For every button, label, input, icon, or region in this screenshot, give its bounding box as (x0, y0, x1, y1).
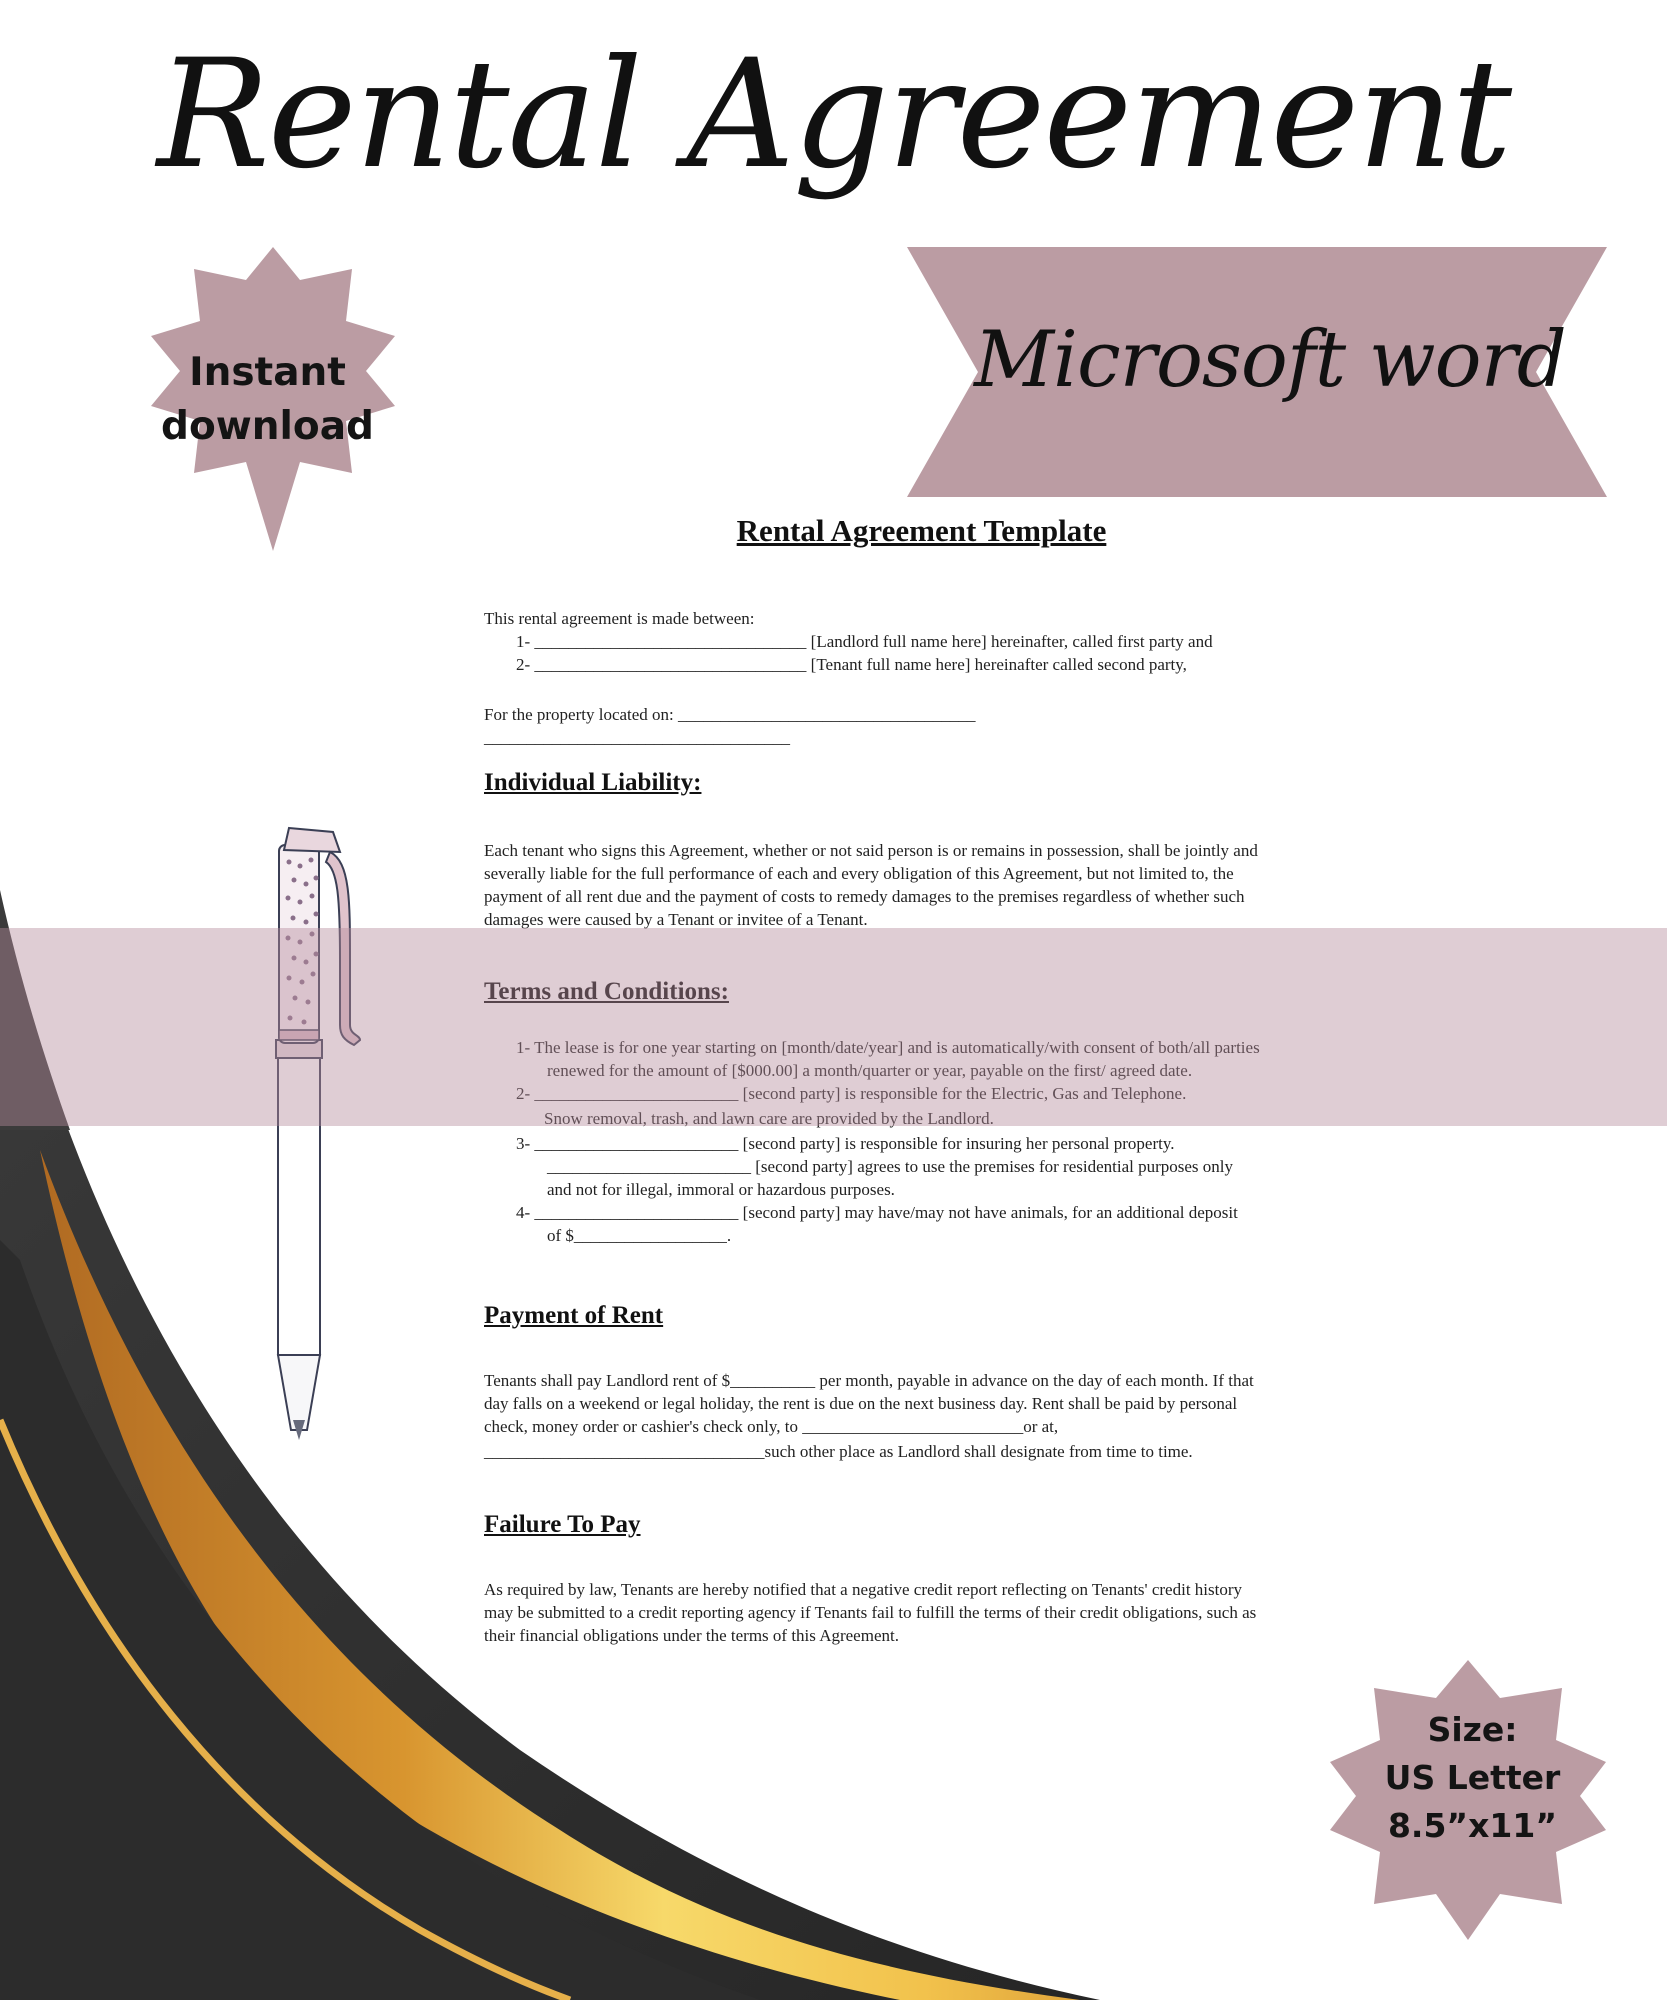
term3-line3: and not for illegal, immoral or hazardous purposes. (547, 1180, 895, 1199)
property-block (484, 703, 1359, 749)
document-title: Rental Agreement Template (736, 513, 1107, 548)
liability-paragraph (484, 839, 1359, 931)
term4-line2: of $__________________. (547, 1226, 732, 1245)
badge-instant-download (135, 346, 400, 454)
liability-line2: severally liable for the full performance of each and every obligation of this Agreement, but not limited to, the (484, 864, 1234, 883)
party1-line: 1- ________________________________ [Landlord full name here] hereinafter, called first party and (516, 632, 1213, 651)
term4-line1: 4- ________________________ [second party] may have/may not have animals, for an additional deposit (516, 1203, 1238, 1222)
parties-block (484, 607, 1359, 676)
failure-line2: may be submitted to a credit reporting agency if Tenants fail to fulfill the terms of their credit obligations, such as (484, 1603, 1257, 1622)
payment-line3: check, money order or cashier's check only, to __________________________or at, (484, 1417, 1059, 1436)
pen-illustration (276, 828, 360, 1440)
term1-line1: 1- The lease is for one year starting on [month/date/year] and is automatically/with consent of both/all parties (516, 1038, 1260, 1057)
failure-heading: Failure To Pay (484, 1511, 641, 1538)
badge-size (1330, 1706, 1615, 1850)
failure-paragraph (484, 1578, 1359, 1647)
badge-size-line2: US Letter (1384, 1758, 1561, 1797)
term3-line2: ________________________ [second party] agrees to use the premises for residential purposes only (547, 1157, 1233, 1176)
property-line2: ____________________________________ (484, 728, 790, 747)
badge-instant-line1: Instant (189, 350, 346, 395)
term1-line2: renewed for the amount of [$000.00] a month/quarter or year, payable on the first/ agreed date. (547, 1061, 1193, 1080)
highlight-band (0, 928, 1667, 1126)
property-line1: For the property located on: ___________________________________ (484, 705, 976, 724)
payment-line1: Tenants shall pay Landlord rent of $__________ per month, payable in advance on the day of each month. If that (484, 1371, 1254, 1390)
payment-heading: Payment of Rent (484, 1302, 664, 1329)
term2-line2: Snow removal, trash, and lawn care are provided by the Landlord. (544, 1109, 994, 1128)
party2-line: 2- ________________________________ [Tenant full name here] hereinafter called second party, (516, 655, 1187, 674)
failure-line1: As required by law, Tenants are hereby notified that a negative credit report reflecting on Tenants' credit history (484, 1580, 1243, 1599)
payment-line4: _________________________________such other place as Landlord shall designate from time to time. (484, 1442, 1193, 1461)
liability-line3: payment of all rent due and the payment of costs to remedy damages to the premises regardless of whether such (484, 887, 1245, 906)
payment-paragraph (484, 1369, 1359, 1463)
badge-instant-line2: download (161, 404, 374, 449)
intro-text: This rental agreement is made between: (484, 609, 755, 628)
ribbon-label: Microsoft word (974, 315, 1566, 405)
term3-line1: 3- ________________________ [second party] is responsible for insuring her personal property. (516, 1134, 1175, 1153)
liability-line4: damages were caused by a Tenant or invitee of a Tenant. (484, 910, 868, 929)
failure-line3: their financial obligations under the terms of this Agreement. (484, 1626, 899, 1645)
banner-title: Rental Agreement (156, 28, 1511, 202)
term2-line1: 2- ________________________ [second party] is responsible for the Electric, Gas and Telephone. (516, 1084, 1187, 1103)
terms-heading: Terms and Conditions: (484, 978, 729, 1005)
payment-line2: day falls on a weekend or legal holiday, the rent is due on the next business day. Rent shall be paid by personal (484, 1394, 1238, 1413)
badge-size-line3: 8.5”x11” (1387, 1806, 1558, 1845)
badge-size-line1: Size: (1427, 1710, 1518, 1749)
liability-heading: Individual Liability: (484, 769, 702, 796)
liability-line1: Each tenant who signs this Agreement, whether or not said person is or remains in possession, shall be jointly and (484, 841, 1258, 860)
